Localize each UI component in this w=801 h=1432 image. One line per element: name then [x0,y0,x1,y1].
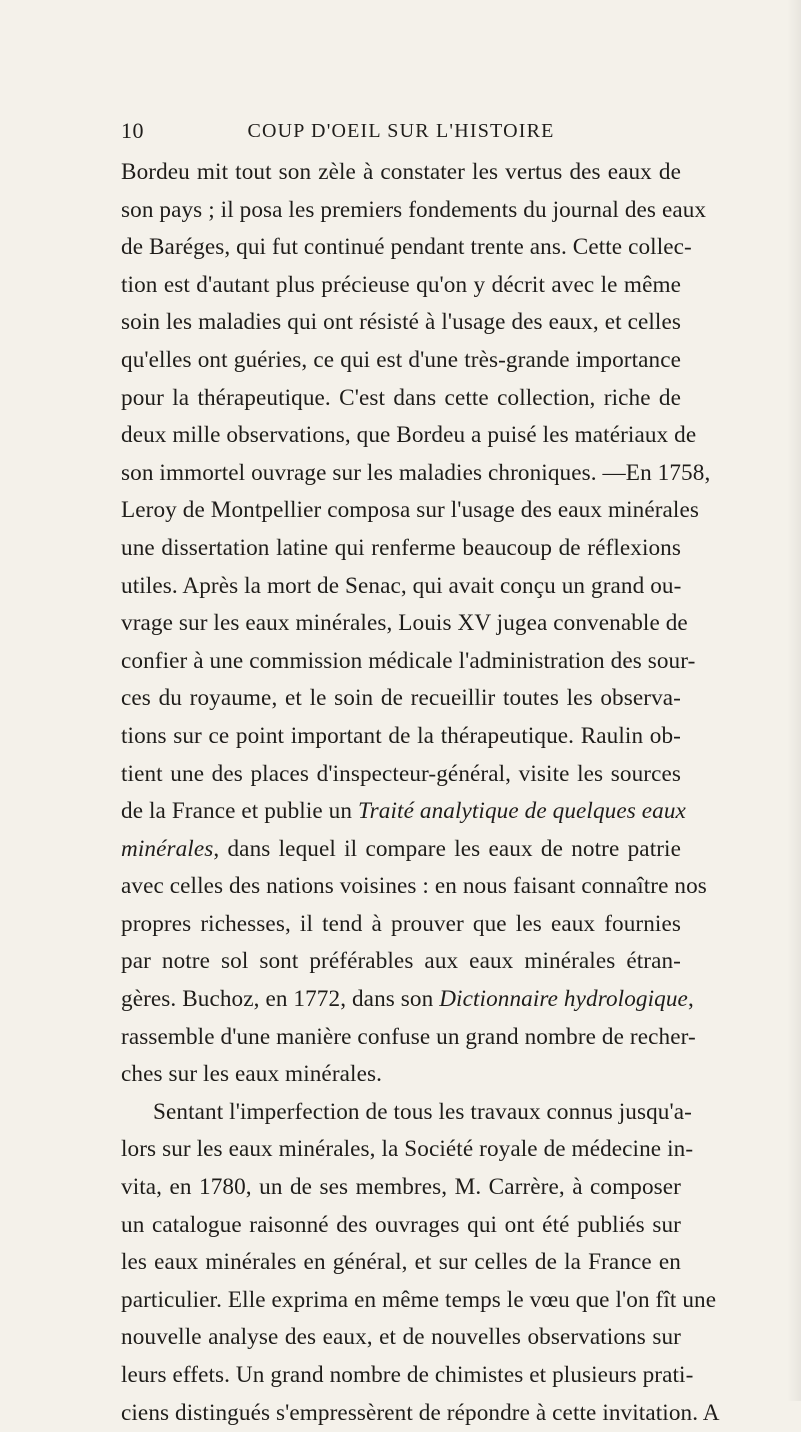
text-line: confier à une commission médicale l'administration des sour- [121,647,696,674]
text-line: tions sur ce point important de la thérapeutique. Raulin ob- [121,722,681,749]
text-line: utiles. Après la mort de Senac, qui avait conçu un grand ou- [121,572,682,599]
page-edge-shadow [787,0,801,1401]
page-number: 10 [121,118,144,143]
line-text: , dans lequel il compare les eaux de notre patrie [213,835,681,862]
text-line: par notre sol sont préférables aux eaux minérales étran- [121,948,681,975]
line-text: , [687,986,694,1013]
book-title: Dictionnaire hydrologique [439,986,688,1013]
text-line: les eaux minérales en général, et sur celles de la France en [121,1249,681,1276]
text-line-with-title [121,831,681,869]
text-line-with-title [121,981,694,1019]
running-head: COUP D'OEIL SUR L'HISTOIRE [247,120,555,142]
body-text [121,154,720,1432]
book-title: minérales [121,835,214,862]
text-line: une dissertation latine qui renferme beaucoup de réflexions [121,534,681,561]
text-line: son immortel ouvrage sur les maladies chroniques. —En 1758, [121,459,711,486]
text-line-with-title [121,793,686,831]
text-line: de Baréges, qui fut continué pendant trente ans. Cette collec- [121,234,692,261]
text-line: qu'elles ont guéries, ce qui est d'une très-grande importance [121,346,681,373]
text-line: son pays ; il posa les premiers fondements du journal des eaux [121,196,707,223]
line-text: de la France et publie un [121,798,358,825]
line-text: gères. Buchoz, en 1772, dans son [121,986,440,1013]
text-line: rassemble d'une manière confuse un grand nombre de recher- [121,1023,696,1050]
text-line: pour la thérapeutique. C'est dans cette collection, riche de [121,384,681,411]
page-header [121,118,681,148]
text-line: Leroy de Montpellier composa sur l'usage des eaux minérales [121,497,699,524]
text-line: avec celles des nations voisines : en nous faisant connaître nos [121,873,707,900]
text-line: soin les maladies qui ont résisté à l'usage des eaux, et celles [121,309,681,336]
text-line: ciens distingués s'empressèrent de répondre à cette invitation. A [121,1399,720,1426]
text-line: Bordeu mit tout son zèle à constater les vertus des eaux de [121,159,681,185]
text-line: ces du royaume, et le soin de recueillir toutes les observa- [121,685,681,712]
text-line: tient une des places d'inspecteur-général, visite les sources [121,760,681,787]
text-line: particulier. Elle exprima en même temps le vœu que l'on fît une [121,1286,717,1313]
book-title: Traité analytique de quelques eaux [357,798,686,825]
text-line: leurs effets. Un grand nombre de chimistes et plusieurs prati- [121,1362,694,1388]
text-line: un catalogue raisonné des ouvrages qui ont été publiés sur [121,1211,681,1238]
text-line: ches sur les eaux minérales. [121,1061,382,1088]
text-line: propres richesses, il tend à prouver que les eaux fournies [121,910,681,937]
text-line: Sentant l'imperfection de tous les travaux connus jusqu'a- [153,1098,692,1125]
text-line: vrage sur les eaux minérales, Louis XV jugea convenable de [121,610,688,637]
text-line: tion est d'autant plus précieuse qu'on y décrit avec le même [121,271,681,298]
text-line: deux mille observations, que Bordeu a puisé les matériaux de [121,422,697,449]
text-line: lors sur les eaux minérales, la Société royale de médecine in- [121,1136,694,1163]
text-line: vita, en 1780, un de ses membres, M. Carrère, à composer [121,1174,681,1201]
text-line: nouvelle analyse des eaux, et de nouvelles observations sur [121,1324,681,1351]
